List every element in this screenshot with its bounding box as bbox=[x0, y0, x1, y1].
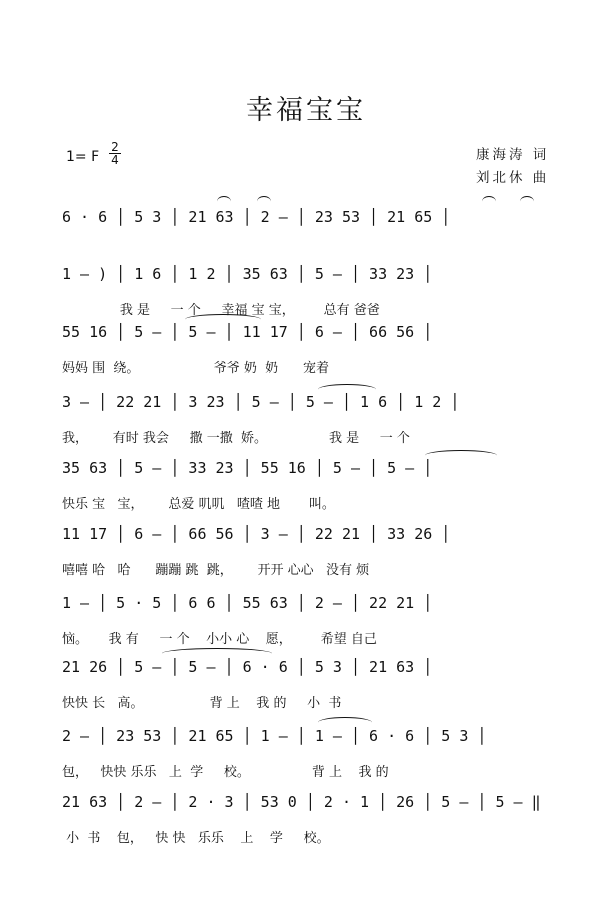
time-signature-top: 2 bbox=[109, 141, 121, 154]
lyrics-row: 恼。 我 有 一 个 小小 心 愿， 希望 自己 bbox=[62, 632, 377, 647]
score-system bbox=[62, 651, 554, 717]
composer-credit: 刘北休 曲 bbox=[476, 170, 550, 186]
slur-arc bbox=[185, 314, 261, 325]
notes-row: 21 26 │ 5 – │ 5 – │ 6 · 6 │ 5 3 │ 21 63 │ bbox=[62, 658, 433, 676]
slur-arc bbox=[162, 648, 272, 659]
lyrics-row: 嘻嘻 哈 哈 蹦蹦 跳 跳， 开开 心心 没有 烦 bbox=[62, 563, 370, 578]
lyrics-row: 妈妈 围 绕。 爷爷 奶 奶 宠着 bbox=[62, 361, 329, 376]
notes-row: 2 – │ 23 53 │ 21 65 │ 1 – │ 1 – │ 6 · 6 │ 5 3 │ bbox=[62, 727, 487, 745]
time-signature bbox=[109, 141, 121, 166]
lyricist-credit: 康海涛 词 bbox=[476, 147, 550, 163]
score-system bbox=[62, 258, 554, 324]
key-signature: 1= F bbox=[66, 149, 100, 165]
notes-row: 6 · 6 │ 5 3 │ 21 63 │ 2 – │ 23 53 │ 21 65 │ bbox=[62, 208, 451, 226]
lyrics-row: 包， 快快 乐乐 上 学 校。 背 上 我 的 bbox=[62, 765, 389, 780]
notes-row: 21 63 │ 2 – │ 2 · 3 │ 53 0 │ 2 · 1 │ 26 │ 5 – │ 5 – ‖ bbox=[62, 793, 541, 811]
notes-row: 55 16 │ 5 – │ 5 – │ 11 17 │ 6 – │ 66 56 │ bbox=[62, 323, 433, 341]
time-signature-bottom: 4 bbox=[111, 153, 119, 167]
lyrics-row: 我， 有时 我会 撒 一撒 娇。 我 是 一 个 bbox=[62, 431, 410, 446]
notes-row: 1 – ) │ 1 6 │ 1 2 │ 35 63 │ 5 – │ 33 23 │ bbox=[62, 265, 433, 283]
score-system bbox=[62, 316, 554, 382]
slur-arc bbox=[257, 196, 271, 207]
slur-arc bbox=[425, 450, 497, 461]
notes-row: 1 – │ 5 · 5 │ 6 6 │ 55 63 │ 2 – │ 22 21 │ bbox=[62, 594, 433, 612]
slur-arc bbox=[318, 717, 372, 728]
lyrics-row: 我 是 一 个 幸福 宝 宝， 总有 爸爸 bbox=[62, 303, 380, 318]
notes-row: 35 63 │ 5 – │ 33 23 │ 55 16 │ 5 – │ 5 – │ bbox=[62, 459, 433, 477]
song-title: 幸福宝宝 bbox=[246, 95, 366, 126]
score-system bbox=[62, 720, 554, 786]
notes-row: 3 – │ 22 21 │ 3 23 │ 5 – │ 5 – │ 1 6 │ 1 2 │ bbox=[62, 393, 460, 411]
slur-arc bbox=[318, 384, 376, 395]
notes-row: 11 17 │ 6 – │ 66 56 │ 3 – │ 22 21 │ 33 26 │ bbox=[62, 525, 451, 543]
slur-arc bbox=[217, 196, 231, 207]
score-system bbox=[62, 452, 554, 518]
score-system bbox=[62, 587, 554, 653]
slur-arc bbox=[482, 196, 496, 207]
score-system bbox=[62, 386, 554, 452]
score-system bbox=[62, 518, 554, 584]
lyrics-row: 小 书 包， 快 快 乐乐 上 学 校。 bbox=[62, 831, 330, 846]
slur-arc bbox=[520, 196, 534, 207]
score-system bbox=[62, 786, 554, 852]
lyrics-row: 快乐 宝 宝， 总爱 叽叽 喳喳 地 叫。 bbox=[62, 497, 335, 512]
lyrics-row: 快快 长 高。 背 上 我 的 小 书 bbox=[62, 696, 342, 711]
